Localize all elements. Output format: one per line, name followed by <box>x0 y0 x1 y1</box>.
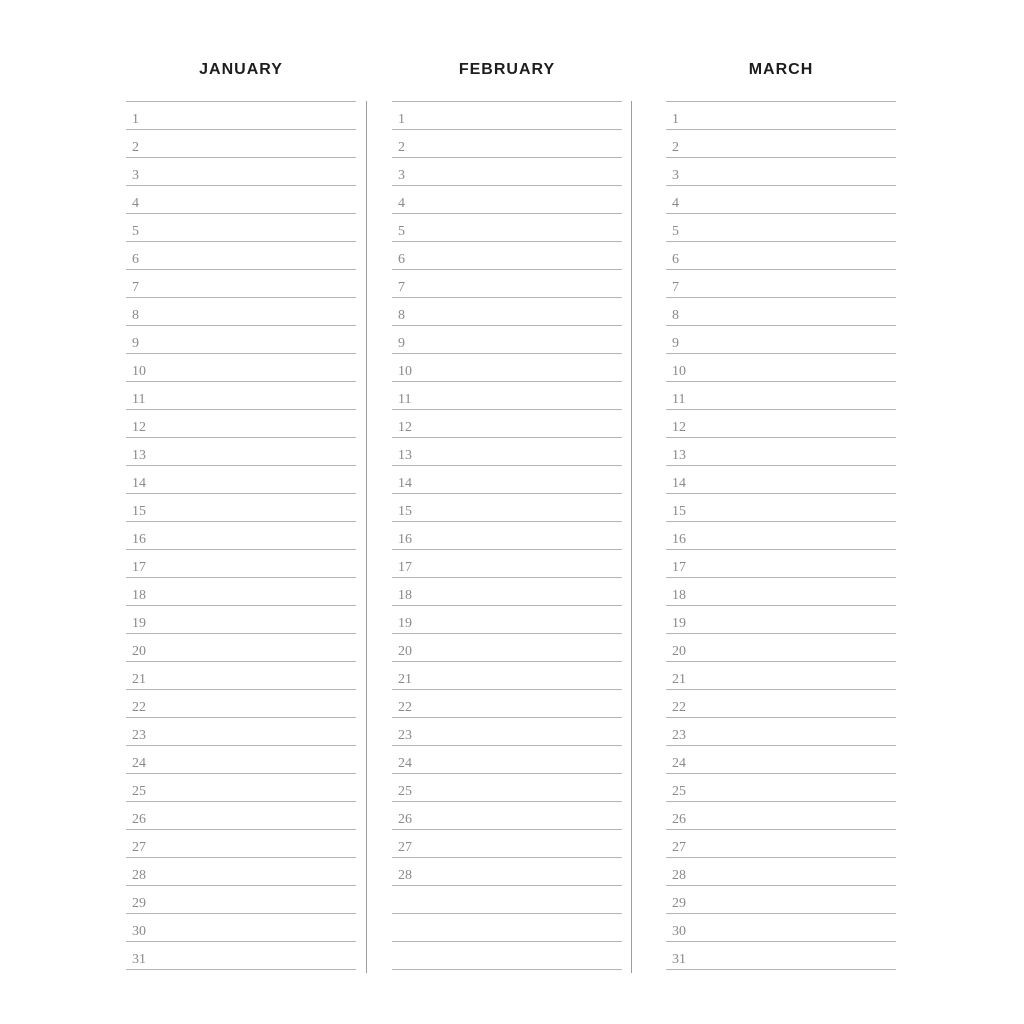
day-number: 30 <box>132 924 146 939</box>
day-row[interactable] <box>126 298 356 326</box>
day-row[interactable] <box>126 746 356 774</box>
day-number: 16 <box>398 532 412 547</box>
day-row[interactable] <box>126 578 356 606</box>
month-column-january <box>126 101 356 970</box>
day-row[interactable] <box>666 466 896 494</box>
day-row[interactable] <box>666 242 896 270</box>
day-row[interactable] <box>666 410 896 438</box>
day-row[interactable] <box>126 466 356 494</box>
day-row[interactable] <box>666 354 896 382</box>
day-row[interactable] <box>392 746 622 774</box>
day-number: 27 <box>398 840 412 855</box>
day-row[interactable] <box>666 830 896 858</box>
day-row[interactable] <box>392 270 622 298</box>
day-row[interactable] <box>392 802 622 830</box>
day-number: 20 <box>672 644 686 659</box>
day-number: 18 <box>672 588 686 603</box>
day-number: 18 <box>132 588 146 603</box>
day-row[interactable] <box>666 886 896 914</box>
day-number: 1 <box>398 112 405 127</box>
day-number: 13 <box>398 448 412 463</box>
day-row[interactable] <box>666 774 896 802</box>
day-row[interactable] <box>126 214 356 242</box>
day-row[interactable] <box>126 438 356 466</box>
day-row[interactable] <box>666 214 896 242</box>
day-number: 9 <box>132 336 139 351</box>
day-number: 25 <box>398 784 412 799</box>
day-row[interactable] <box>392 494 622 522</box>
day-row[interactable] <box>666 634 896 662</box>
day-row[interactable] <box>392 942 622 970</box>
day-row[interactable] <box>666 382 896 410</box>
day-number: 6 <box>672 252 679 267</box>
day-row[interactable] <box>126 410 356 438</box>
day-number: 3 <box>132 168 139 183</box>
day-number: 11 <box>398 392 412 407</box>
day-number: 16 <box>672 532 686 547</box>
day-number: 28 <box>398 868 412 883</box>
day-row[interactable] <box>126 634 356 662</box>
day-row[interactable] <box>666 802 896 830</box>
day-number: 22 <box>398 700 412 715</box>
day-row[interactable] <box>392 158 622 186</box>
day-number: 15 <box>132 504 146 519</box>
day-number: 4 <box>132 196 139 211</box>
day-number: 23 <box>398 728 412 743</box>
day-number: 4 <box>398 196 405 211</box>
day-row[interactable] <box>666 914 896 942</box>
day-number: 18 <box>398 588 412 603</box>
day-number: 8 <box>132 308 139 323</box>
day-number: 13 <box>132 448 146 463</box>
day-row[interactable] <box>666 522 896 550</box>
day-number: 15 <box>672 504 686 519</box>
day-row[interactable] <box>666 662 896 690</box>
day-number: 29 <box>132 896 146 911</box>
day-number: 5 <box>672 224 679 239</box>
day-row[interactable] <box>126 858 356 886</box>
day-number: 21 <box>672 672 686 687</box>
day-number: 5 <box>132 224 139 239</box>
day-number: 12 <box>132 420 146 435</box>
day-number: 26 <box>672 812 686 827</box>
day-row[interactable] <box>392 214 622 242</box>
day-number: 1 <box>672 112 679 127</box>
day-row[interactable] <box>126 830 356 858</box>
day-row[interactable] <box>126 186 356 214</box>
day-number: 19 <box>398 616 412 631</box>
day-number: 30 <box>672 924 686 939</box>
day-row[interactable] <box>126 942 356 970</box>
day-number: 29 <box>672 896 686 911</box>
month-title-january: JANUARY <box>199 61 283 78</box>
day-number: 19 <box>672 616 686 631</box>
month-column-february <box>392 101 622 970</box>
day-row[interactable] <box>126 130 356 158</box>
day-row[interactable] <box>126 886 356 914</box>
day-number: 5 <box>398 224 405 239</box>
day-number: 24 <box>132 756 146 771</box>
day-number: 7 <box>672 280 679 295</box>
day-number: 26 <box>398 812 412 827</box>
day-number: 11 <box>672 392 686 407</box>
day-number: 7 <box>132 280 139 295</box>
day-number: 1 <box>132 112 139 127</box>
day-row[interactable] <box>666 102 896 130</box>
day-number: 24 <box>672 756 686 771</box>
day-number: 21 <box>398 672 412 687</box>
day-number: 28 <box>132 868 146 883</box>
day-row[interactable] <box>392 718 622 746</box>
day-row[interactable] <box>126 326 356 354</box>
day-row[interactable] <box>126 690 356 718</box>
day-number: 8 <box>672 308 679 323</box>
day-row[interactable] <box>666 578 896 606</box>
day-row[interactable] <box>392 326 622 354</box>
day-row[interactable] <box>392 690 622 718</box>
day-row[interactable] <box>126 802 356 830</box>
day-row[interactable] <box>392 858 622 886</box>
day-number: 10 <box>672 364 686 379</box>
day-row[interactable] <box>392 354 622 382</box>
day-row[interactable] <box>666 494 896 522</box>
day-row[interactable] <box>126 606 356 634</box>
day-number: 28 <box>672 868 686 883</box>
day-number: 2 <box>132 140 139 155</box>
day-row[interactable] <box>666 130 896 158</box>
day-number: 11 <box>132 392 146 407</box>
day-row[interactable] <box>392 130 622 158</box>
day-number: 12 <box>398 420 412 435</box>
day-number: 17 <box>672 560 686 575</box>
day-number: 12 <box>672 420 686 435</box>
month-column-march <box>666 101 896 970</box>
day-number: 14 <box>672 476 686 491</box>
day-row[interactable] <box>126 270 356 298</box>
day-number: 31 <box>132 952 146 967</box>
day-row[interactable] <box>126 522 356 550</box>
day-number: 8 <box>398 308 405 323</box>
day-row[interactable] <box>392 382 622 410</box>
day-number: 6 <box>132 252 139 267</box>
day-number: 6 <box>398 252 405 267</box>
day-number: 22 <box>132 700 146 715</box>
day-row[interactable] <box>126 662 356 690</box>
day-row[interactable] <box>126 242 356 270</box>
day-number: 3 <box>398 168 405 183</box>
day-number: 27 <box>132 840 146 855</box>
day-row[interactable] <box>666 690 896 718</box>
day-row[interactable] <box>666 942 896 970</box>
day-number: 20 <box>132 644 146 659</box>
day-row[interactable] <box>392 578 622 606</box>
day-row[interactable] <box>666 438 896 466</box>
day-number: 14 <box>398 476 412 491</box>
day-row[interactable] <box>666 298 896 326</box>
day-row[interactable] <box>392 774 622 802</box>
day-row[interactable] <box>392 830 622 858</box>
day-row[interactable] <box>392 914 622 942</box>
month-title-march: MARCH <box>748 61 814 78</box>
day-row[interactable] <box>666 326 896 354</box>
day-row[interactable] <box>392 606 622 634</box>
day-row[interactable] <box>126 914 356 942</box>
month-title-february: FEBRUARY <box>458 61 556 78</box>
day-number: 23 <box>132 728 146 743</box>
column-divider <box>366 101 367 973</box>
day-row[interactable] <box>392 438 622 466</box>
day-row[interactable] <box>392 550 622 578</box>
day-row[interactable] <box>666 270 896 298</box>
day-number: 17 <box>132 560 146 575</box>
day-number: 4 <box>672 196 679 211</box>
day-row[interactable] <box>392 662 622 690</box>
day-row[interactable] <box>126 102 356 130</box>
day-row[interactable] <box>392 186 622 214</box>
day-number: 15 <box>398 504 412 519</box>
day-number: 21 <box>132 672 146 687</box>
day-number: 14 <box>132 476 146 491</box>
day-row[interactable] <box>126 550 356 578</box>
day-number: 19 <box>132 616 146 631</box>
day-row[interactable] <box>392 522 622 550</box>
day-row[interactable] <box>392 102 622 130</box>
day-row[interactable] <box>126 494 356 522</box>
day-row[interactable] <box>126 774 356 802</box>
day-row[interactable] <box>126 354 356 382</box>
day-number: 20 <box>398 644 412 659</box>
day-number: 7 <box>398 280 405 295</box>
day-row[interactable] <box>392 298 622 326</box>
day-row[interactable] <box>666 550 896 578</box>
day-row[interactable] <box>666 186 896 214</box>
day-row[interactable] <box>392 886 622 914</box>
day-number: 24 <box>398 756 412 771</box>
day-number: 22 <box>672 700 686 715</box>
day-row[interactable] <box>666 718 896 746</box>
day-number: 25 <box>132 784 146 799</box>
day-number: 2 <box>672 140 679 155</box>
day-row[interactable] <box>126 382 356 410</box>
day-row[interactable] <box>666 746 896 774</box>
day-number: 23 <box>672 728 686 743</box>
column-divider <box>631 101 632 973</box>
day-row[interactable] <box>392 242 622 270</box>
day-number: 17 <box>398 560 412 575</box>
day-number: 10 <box>398 364 412 379</box>
day-row[interactable] <box>392 634 622 662</box>
day-number: 13 <box>672 448 686 463</box>
day-number: 16 <box>132 532 146 547</box>
day-number: 31 <box>672 952 686 967</box>
day-number: 3 <box>672 168 679 183</box>
day-row[interactable] <box>666 606 896 634</box>
day-number: 9 <box>398 336 405 351</box>
day-number: 26 <box>132 812 146 827</box>
day-number: 2 <box>398 140 405 155</box>
day-number: 10 <box>132 364 146 379</box>
day-row[interactable] <box>126 718 356 746</box>
day-row[interactable] <box>666 858 896 886</box>
day-row[interactable] <box>392 466 622 494</box>
day-row[interactable] <box>666 158 896 186</box>
day-row[interactable] <box>126 158 356 186</box>
day-number: 27 <box>672 840 686 855</box>
day-number: 9 <box>672 336 679 351</box>
day-row[interactable] <box>392 410 622 438</box>
day-number: 25 <box>672 784 686 799</box>
